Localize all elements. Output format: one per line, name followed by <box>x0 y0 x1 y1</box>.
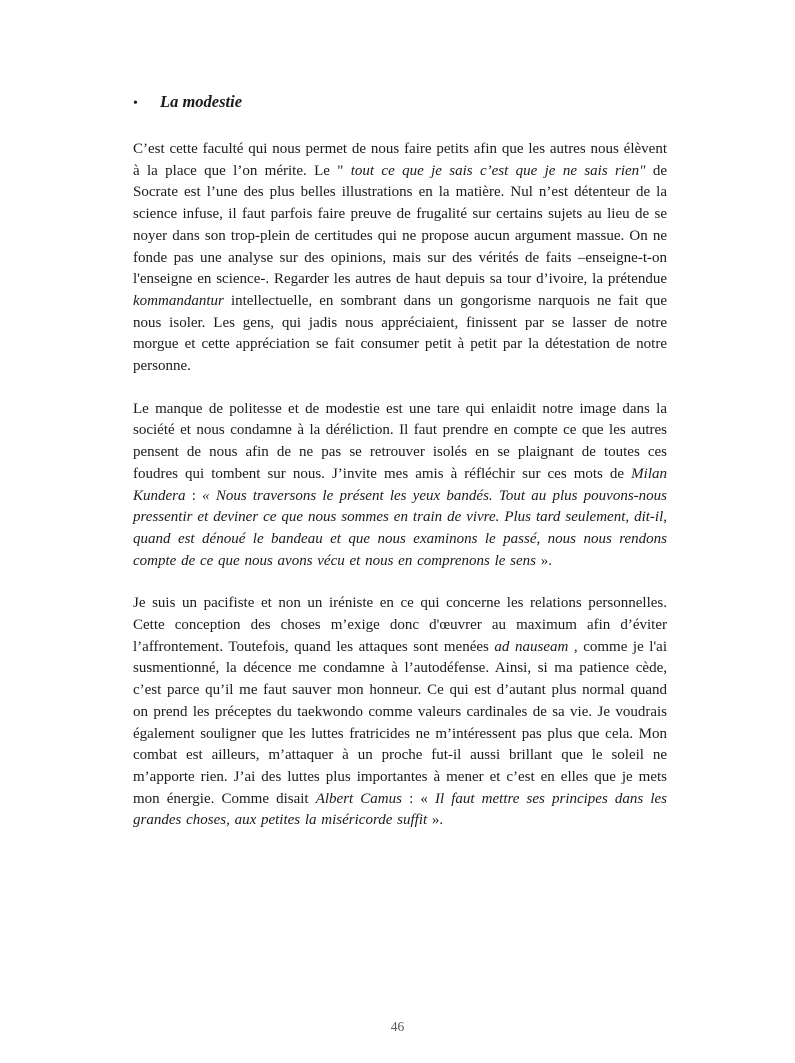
italic-text-segment: ad nauseam <box>494 638 569 655</box>
paragraph-modestie-2 <box>133 399 667 573</box>
bullet-icon: • <box>133 96 138 111</box>
italic-text-segment: kommandantur <box>133 292 224 309</box>
paragraph-modestie-1 <box>133 139 667 378</box>
text-segment: C’est cette faculté qui nous permet de nous faire petits afin que les autres nous élèvent à la place que l’on mérite. Le " <box>133 141 667 179</box>
italic-text-segment: Albert Camus <box>315 790 402 807</box>
section-heading <box>133 91 667 115</box>
text-segment: de Socrate est l’une des plus belles illustrations en la matière. Nul n’est détenteur de la science infuse, il faut parfois faire preuve de frugalité sur certains sujets au lieu de se noyer dans son trop-plein de certitudes qui ne propose aucun argument massue. On ne fonde pas une analyse sur des opinions, mais sur des vérités de faits –enseigne-t-on l'enseigne en science-. Regarder les autres de haut depuis sa tour d’ivoire, la prétendue <box>133 162 667 288</box>
text-segment: : <box>185 487 203 504</box>
italic-text-segment: Milan Kundera <box>133 465 667 504</box>
text-segment: ». <box>536 552 552 569</box>
text-segment: , comme je l'ai susmentionné, la décence me condamne à l’autodéfense. Ainsi, si ma patience cède, c’est parce qu’il me faut sauver mon honneur. Ce qui est d’autant plus normal quand on prend les préceptes du taekwondo comme valeurs cardinales de sa vie. Je voudrais également souligner que les luttes fratricides ne m’intéressent pas plus que cela. Mon combat est ailleurs, m’attaquer à un proche fut-il aussi brillant que le soleil ne m’apporte rien. J’ai des luttes plus importantes à mener et c’est en elles que je mets mon énergie. Comme disait <box>133 638 668 807</box>
italic-text-segment: tout ce que je sais c’est que je ne sais rien" <box>350 162 646 179</box>
text-segment: Je suis un pacifiste et non un iréniste en ce qui concerne les relations personnelles. Cette conception des choses m’exige donc d'œuvrer au maximum afin d’éviter l’affrontement. Toutefois, quand les attaques sont menées <box>133 595 667 655</box>
text-segment: Le manque de politesse et de modestie est une tare qui enlaidit notre image dans la société et nous condamne à la déréliction. Il faut prendre en compte ce que les autres pensent de nous afin de ne pas se retrouver isolés en se plaignant de toutes ces foudres qui tombent sur nous. J’invite mes amis à réfléchir sur ces mots de <box>133 400 667 482</box>
italic-text-segment: « Nous traversons le présent les yeux bandés. Tout au plus pouvons-nous pressentir et deviner ce que nous sommes en train de vivre. Plus tard seulement, dit-il, quand est dénoué le bandeau et que nous examinons le passé, nous nous rendons compte de ce que nous avons vécu et nous en comprenons le sens <box>133 487 667 569</box>
paragraph-pacifiste <box>133 593 667 832</box>
italic-text-segment: Il faut mettre ses principes dans les grandes choses, aux petites la miséricorde suffit <box>133 790 668 829</box>
section-heading-label: La modestie <box>160 92 243 111</box>
text-segment: : « <box>401 790 435 807</box>
text-column <box>133 91 667 853</box>
page-number: 46 <box>390 1019 405 1034</box>
text-segment: intellectuelle, en sombrant dans un gongorisme narquois ne fait que nous isoler. Les gens, qui jadis nous appréciaient, finissent par se lasser de notre morgue et cette appréciation se fait consumer petit à petit par la détestation de notre personne. <box>133 292 667 375</box>
text-segment: ». <box>427 812 444 829</box>
